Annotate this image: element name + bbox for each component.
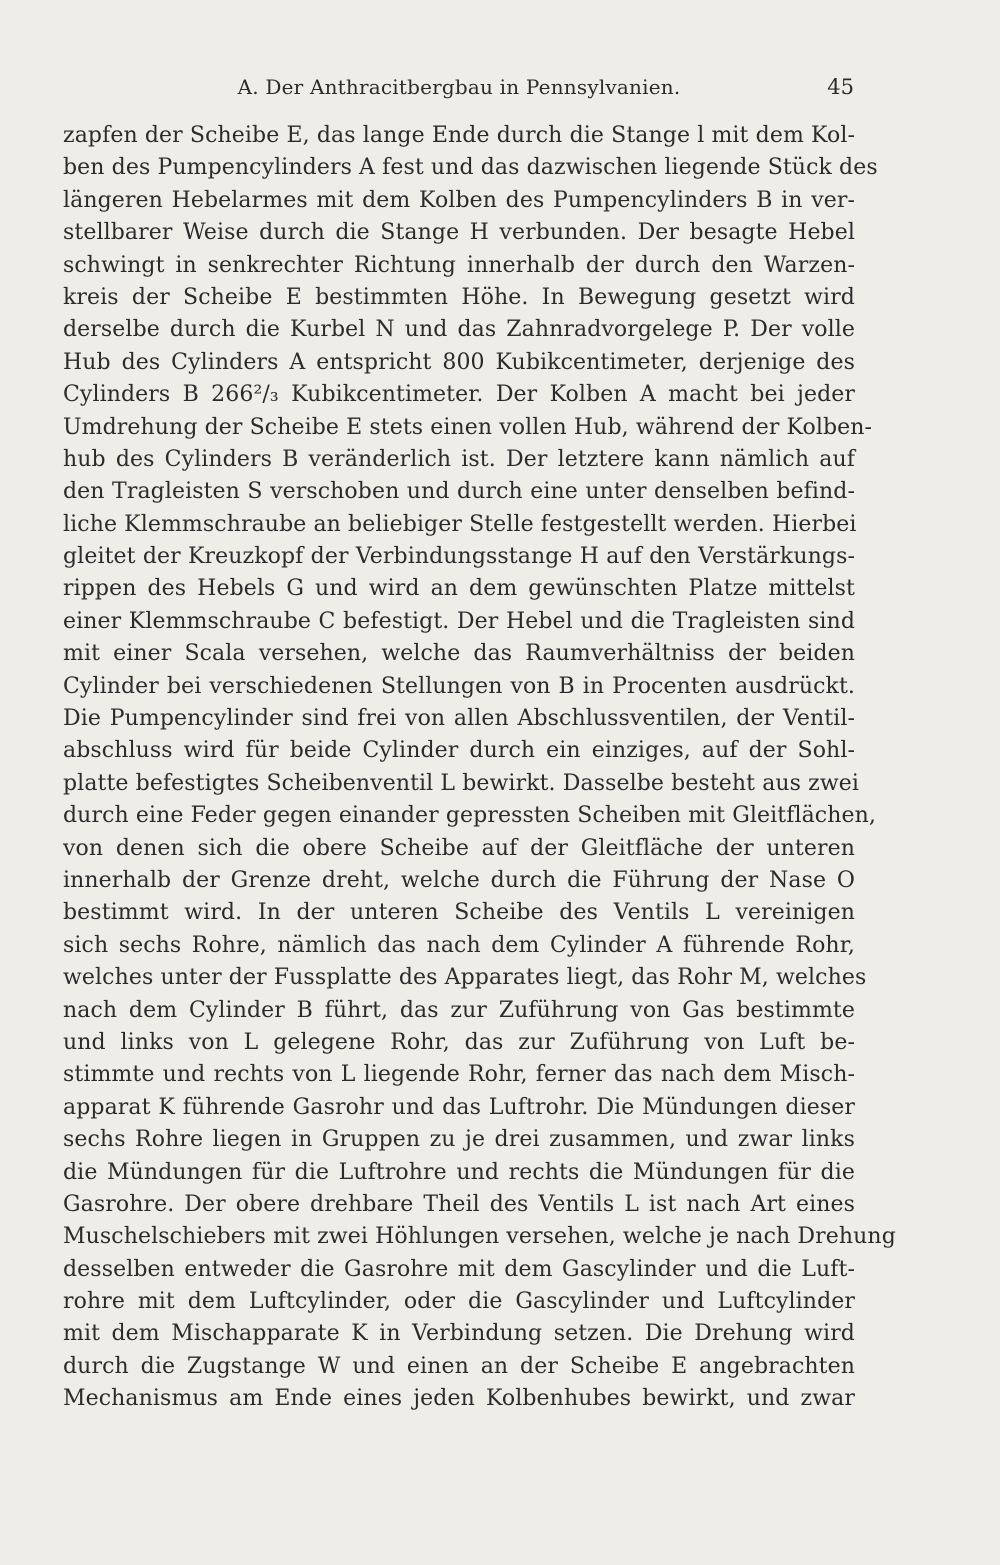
text-line: Cylinders B 266²/₃ Kubikcentimeter. Der Kolben A macht bei jeder — [63, 382, 855, 408]
text-line: von denen sich die obere Scheibe auf der Gleitfläche der unteren — [63, 835, 855, 861]
text-line: innerhalb der Grenze dreht, welche durch die Führung der Nase O — [63, 867, 855, 893]
text-line: rohre mit dem Luftcylinder, oder die Gascylinder und Luftcylinder — [63, 1289, 855, 1315]
text-line: welches unter der Fussplatte des Apparates liegt, das Rohr M, welches — [63, 965, 867, 991]
text-line: den Tragleisten S verschoben und durch eine unter denselben befind- — [63, 479, 855, 505]
text-line: durch eine Feder gegen einander gepressten Scheiben mit Gleitflächen, — [63, 803, 876, 829]
text-line: desselben entweder die Gasrohre mit dem Gascylinder und die Luft- — [63, 1256, 855, 1282]
text-line: mit dem Mischapparate K in Verbindung setzen. Die Drehung wird — [63, 1321, 855, 1347]
header-title: A. Der Anthracitbergbau in Pennsylvanien. — [237, 75, 681, 99]
text-line: abschluss wird für beide Cylinder durch ein einziges, auf der Sohl- — [63, 738, 855, 764]
text-line: schwingt in senkrechter Richtung innerhalb der durch den Warzen- — [63, 252, 855, 278]
text-line: durch die Zugstange W und einen an der Scheibe E angebrachten — [63, 1353, 855, 1379]
text-line: einer Klemmschraube C befestigt. Der Hebel und die Tragleisten sind — [63, 608, 855, 634]
text-line: ben des Pumpencylinders A fest und das dazwischen liegende Stück des — [63, 155, 878, 181]
text-line: Gasrohre. Der obere drehbare Theil des Ventils L ist nach Art eines — [63, 1191, 855, 1217]
text-line: Muschelschiebers mit zwei Höhlungen versehen, welche je nach Drehung — [63, 1224, 896, 1250]
text-line: apparat K führende Gasrohr und das Luftrohr. Die Mündungen dieser — [63, 1094, 855, 1120]
text-line: Cylinder bei verschiedenen Stellungen von B in Procenten ausdrückt. — [63, 673, 855, 699]
text-line: sich sechs Rohre, nämlich das nach dem Cylinder A führende Rohr, — [63, 932, 855, 958]
text-line: kreis der Scheibe E bestimmten Höhe. In Bewegung gesetzt wird — [63, 284, 855, 310]
text-line: sechs Rohre liegen in Gruppen zu je drei zusammen, und zwar links — [63, 1127, 855, 1153]
text-line: bestimmt wird. In der unteren Scheibe des Ventils L vereinigen — [63, 900, 855, 926]
text-line: mit einer Scala versehen, welche das Raumverhältniss der beiden — [63, 641, 855, 667]
text-line: rippen des Hebels G und wird an dem gewünschten Platze mittelst — [63, 576, 855, 602]
text-line: stellbarer Weise durch die Stange H verbunden. Der besagte Hebel — [63, 220, 855, 246]
text-line: die Mündungen für die Luftrohre und rechts die Mündungen für die — [63, 1159, 855, 1185]
text-line: derselbe durch die Kurbel N und das Zahnradvorgelege P. Der volle — [63, 317, 855, 343]
running-header — [64, 74, 854, 100]
text-line: längeren Hebelarmes mit dem Kolben des Pumpencylinders B in ver- — [63, 187, 855, 213]
text-line: zapfen der Scheibe E, das lange Ende durch die Stange l mit dem Kol- — [63, 123, 855, 148]
text-line: stimmte und rechts von L liegende Rohr, ferner das nach dem Misch- — [63, 1062, 855, 1088]
text-line: hub des Cylinders B veränderlich ist. Der letztere kann nämlich auf — [63, 446, 855, 472]
page-number: 45 — [827, 75, 854, 99]
text-line: Die Pumpencylinder sind frei von allen Abschlussventilen, der Ventil- — [63, 706, 855, 732]
text-line: und links von L gelegene Rohr, das zur Zuführung von Luft be- — [63, 1029, 855, 1055]
text-line: Mechanismus am Ende eines jeden Kolbenhubes bewirkt, und zwar — [63, 1386, 855, 1412]
text-line: Hub des Cylinders A entspricht 800 Kubikcentimeter, derjenige des — [63, 349, 855, 375]
text-line: gleitet der Kreuzkopf der Verbindungsstange H auf den Verstärkungs- — [63, 544, 855, 570]
text-line: nach dem Cylinder B führt, das zur Zuführung von Gas bestimmte — [63, 997, 855, 1023]
text-line: platte befestigtes Scheibenventil L bewirkt. Dasselbe besteht aus zwei — [63, 770, 860, 796]
text-line: liche Klemmschraube an beliebiger Stelle festgestellt werden. Hierbei — [63, 511, 857, 537]
body-text — [63, 120, 896, 1416]
text-line: Umdrehung der Scheibe E stets einen vollen Hub, während der Kolben- — [63, 414, 873, 440]
